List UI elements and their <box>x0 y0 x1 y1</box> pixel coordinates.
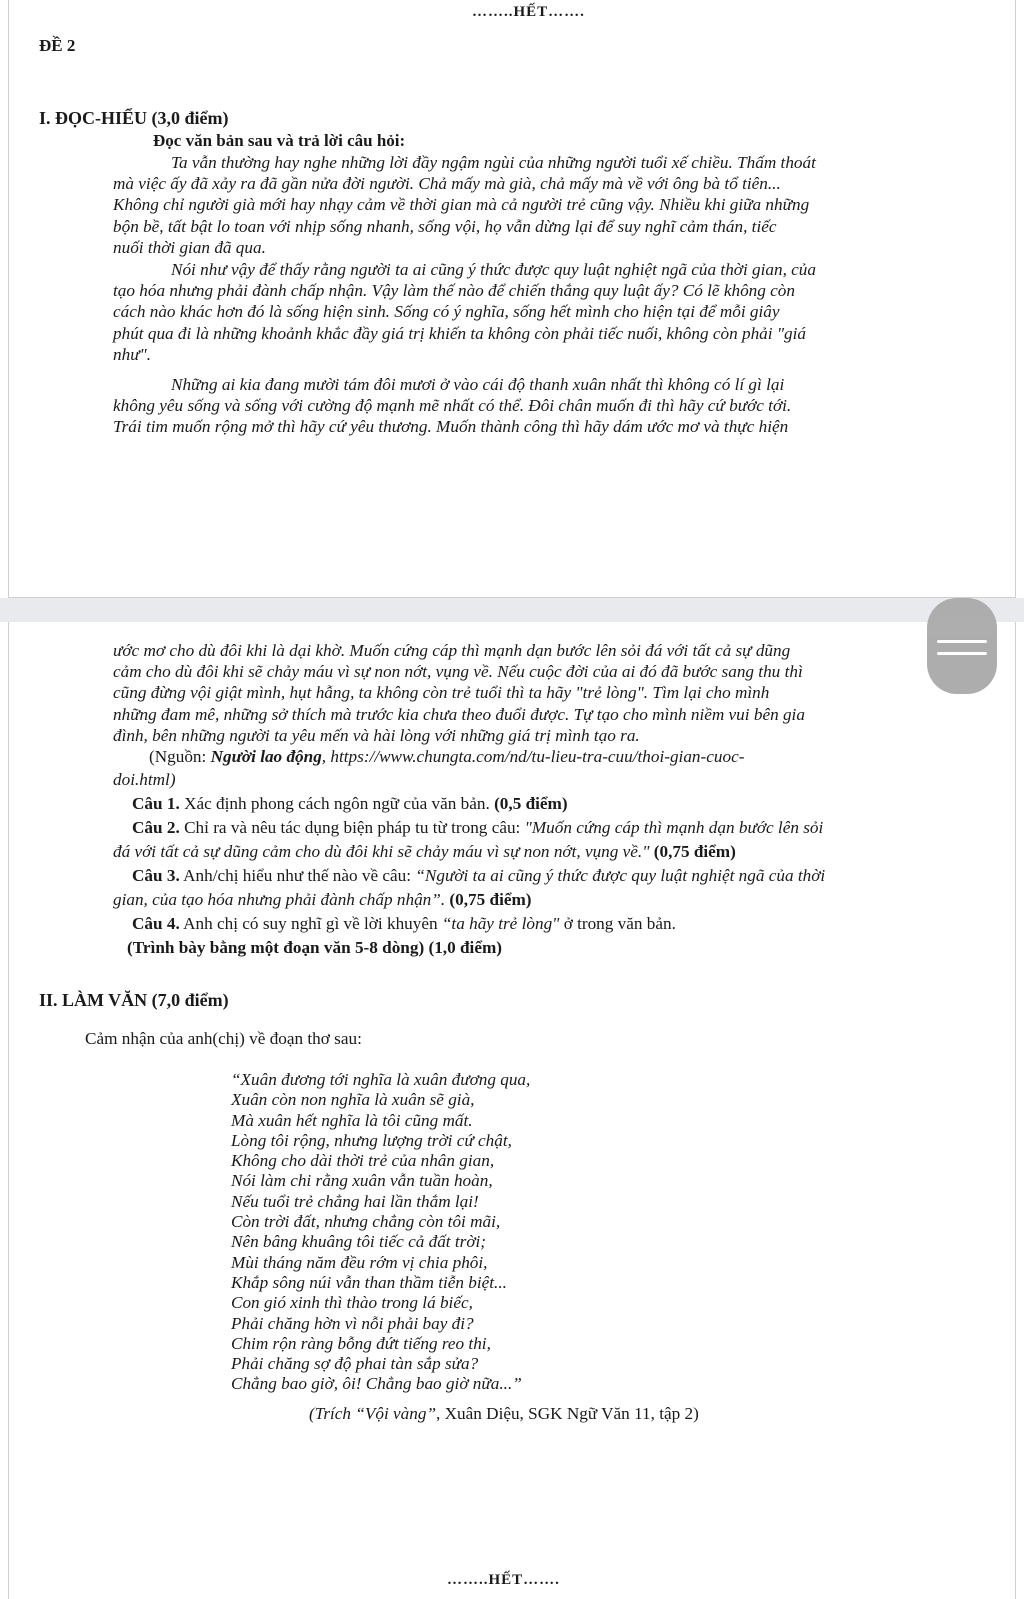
passage-line: đình, bên những người ta yêu mến và hài lòng với những giá trị mình tạo ra. <box>113 725 640 745</box>
question-4-note: (Trình bày bằng một đoạn văn 5-8 dòng) (1,0 điểm) <box>127 938 502 957</box>
passage-line: như". <box>113 344 152 364</box>
reading-instruction: Đọc văn bản sau và trả lời câu hỏi: <box>153 131 406 150</box>
question-3-cont: gian, của tạo hóa nhưng phải đành chấp nhận”. (0,75 điểm) <box>113 890 532 909</box>
passage-line: Trái tim muốn rộng mở thì hãy cứ yêu thương. Muốn thành công thì hãy dám ước mơ và thực hiện <box>113 417 789 437</box>
passage-paragraph-3 <box>113 374 1003 438</box>
poem-line: Chẳng bao giờ, ôi! Chẳng bao giờ nữa...” <box>231 1374 522 1394</box>
passage-paragraph-1 <box>113 152 1003 258</box>
passage-paragraph-2 <box>113 259 1003 365</box>
passage-paragraph-3-continued <box>113 640 1003 746</box>
poem-line: Khắp sông núi vẫn than thầm tiễn biệt... <box>231 1272 507 1292</box>
poem-line: Không cho dài thời trẻ của nhân gian, <box>231 1151 495 1171</box>
document-page-2 <box>8 622 1016 1599</box>
question-3: Câu 3. Anh/chị hiểu như thế nào về câu: “Người ta ai cũng ý thức được quy luật nghiệt ngã của thời <box>132 866 826 885</box>
poem-line: Mà xuân hết nghĩa là tôi cũng mất. <box>231 1110 473 1130</box>
end-marker-top: ……..HẾT……. <box>472 4 585 20</box>
passage-line: không yêu sống và sống với cường độ mạnh mẽ nhất có thể. Đôi chân muốn đi thì hãy cứ bước tới. <box>113 396 792 416</box>
passage-line: ước mơ cho dù đôi khi là dại khờ. Muốn cứng cáp thì mạnh dạn bước lên sỏi đá với tất cả sự dũng <box>113 641 791 660</box>
poem-line: Nên bâng khuâng tôi tiếc cả đất trời; <box>231 1232 487 1252</box>
poem-line: Chim rộn ràng bỗng đứt tiếng reo thi, <box>231 1333 491 1353</box>
passage-line: nuối thời gian đã qua. <box>113 237 266 257</box>
handle-grip-line <box>937 640 987 643</box>
passage-line: bộn bề, tất bật lo toan với nhịp sống nhanh, sống vội, họ vẫn dừng lại để suy nghĩ cảm thán, tiếc <box>113 216 777 236</box>
poem-excerpt <box>231 1070 530 1395</box>
source-name: Người lao động <box>210 747 322 766</box>
essay-prompt: Cảm nhận của anh(chị) về đoạn thơ sau: <box>85 1029 362 1048</box>
exam-title: ĐỀ 2 <box>39 36 76 55</box>
passage-line: Không chỉ người già mới hay nhạy cảm về thời gian mà cả người trẻ cũng vậy. Nhiều khi giữa những <box>113 195 810 215</box>
passage-line: Ta vẫn thường hay nghe những lời đầy ngậm ngùi của những người tuổi xế chiều. Thấm thoát <box>171 153 816 172</box>
part1-heading: I. ĐỌC-HIỂU (3,0 điểm) <box>39 108 229 128</box>
poem-citation: (Trích “Vội vàng”, Xuân Diệu, SGK Ngữ Văn 11, tập 2) <box>309 1404 699 1423</box>
passage-line: tạo hóa nhưng phải đành chấp nhận. Vậy làm thế nào để chiến thắng quy luật ấy? Có lẽ không còn <box>113 281 795 301</box>
poem-line: Còn trời đất, nhưng chẳng còn tôi mãi, <box>231 1212 501 1232</box>
passage-line: Những ai kia đang mười tám đôi mươi ở vào cái độ thanh xuân nhất thì không có lí gì lại <box>171 375 785 394</box>
poem-title: “Vội vàng” <box>355 1404 437 1423</box>
passage-line: những đam mê, những sở thích mà trước kia chưa theo đuổi được. Tự tạo cho mình niềm vui bên gia <box>113 704 805 724</box>
scroll-handle[interactable] <box>927 598 997 694</box>
page-gap <box>0 598 1024 622</box>
poem-line: Phải chăng hờn vì nỗi phải bay đi? <box>231 1313 474 1333</box>
passage-line: cũng đừng vội giật mình, hụt hẫng, ta không còn trẻ tuổi thì ta hãy "trẻ lòng". Tìm lại cho mình <box>113 683 770 703</box>
question-2: Câu 2. Chỉ ra và nêu tác dụng biện pháp tu từ trong câu: "Muốn cứng cáp thì mạnh dạn bước lên sỏi <box>132 818 824 837</box>
poem-line: Phải chăng sợ độ phai tàn sắp sửa? <box>231 1354 479 1374</box>
passage-line: cách nào khác hơn đó là sống hiện sinh. Sống có ý nghĩa, sống hết mình cho hiện tại để mỗi giây <box>113 302 780 322</box>
poem-line: Mùi tháng năm đều rớm vị chia phôi, <box>231 1252 488 1272</box>
end-marker-bottom: ……..HẾT……. <box>447 1572 560 1588</box>
passage-line: cảm cho dù đôi khi sẽ chảy máu vì sự non nớt, vụng về. Nếu cuộc đời của ai đó đã bước sang thu thì <box>113 662 803 682</box>
question-4: Câu 4. Anh chị có suy nghĩ gì về lời khuyên “ta hãy trẻ lòng" ở trong văn bản. <box>132 914 676 933</box>
source-citation: (Nguồn: Người lao động, https://www.chungta.com/nd/tu-lieu-tra-cuu/thoi-gian-cuoc- <box>149 747 745 766</box>
source-citation-cont: doi.html) <box>113 770 176 789</box>
passage-line: Nói như vậy để thấy rằng người ta ai cũng ý thức được quy luật nghiệt ngã của thời gian, của <box>171 260 816 279</box>
passage-line: phút qua đi là những khoảnh khắc đầy giá trị khiến ta không còn phải tiếc nuối, không còn phải "giá <box>113 323 807 343</box>
question-1: Câu 1. Xác định phong cách ngôn ngữ của văn bản. (0,5 điểm) <box>132 794 568 813</box>
question-2-cont: đá với tất cả sự dũng cảm cho dù đôi khi sẽ chảy máu vì sự non nớt, vụng về." (0,75 điểm) <box>113 842 736 861</box>
passage-line: mà việc ấy đã xảy ra đã gần nửa đời người. Chả mấy mà già, chả mấy mà về với ông bà tổ tiên... <box>113 174 781 194</box>
handle-grip-line <box>937 652 987 655</box>
document-page-1 <box>8 0 1016 598</box>
poem-line: “Xuân đương tới nghĩa là xuân đương qua, <box>231 1070 531 1089</box>
part2-heading: II. LÀM VĂN (7,0 điểm) <box>39 990 229 1010</box>
poem-line: Nếu tuổi trẻ chẳng hai lần thắm lại! <box>231 1191 479 1211</box>
poem-line: Nói làm chi rằng xuân vẫn tuần hoàn, <box>231 1171 493 1191</box>
source-url: , https://www.chungta.com/nd/tu-lieu-tra-cuu/thoi-gian-cuoc- <box>321 747 745 766</box>
poem-line: Xuân còn non nghĩa là xuân sẽ già, <box>231 1090 475 1110</box>
poem-line: Con gió xinh thì thào trong lá biếc, <box>231 1293 473 1313</box>
poem-line: Lòng tôi rộng, nhưng lượng trời cứ chật, <box>231 1130 512 1150</box>
